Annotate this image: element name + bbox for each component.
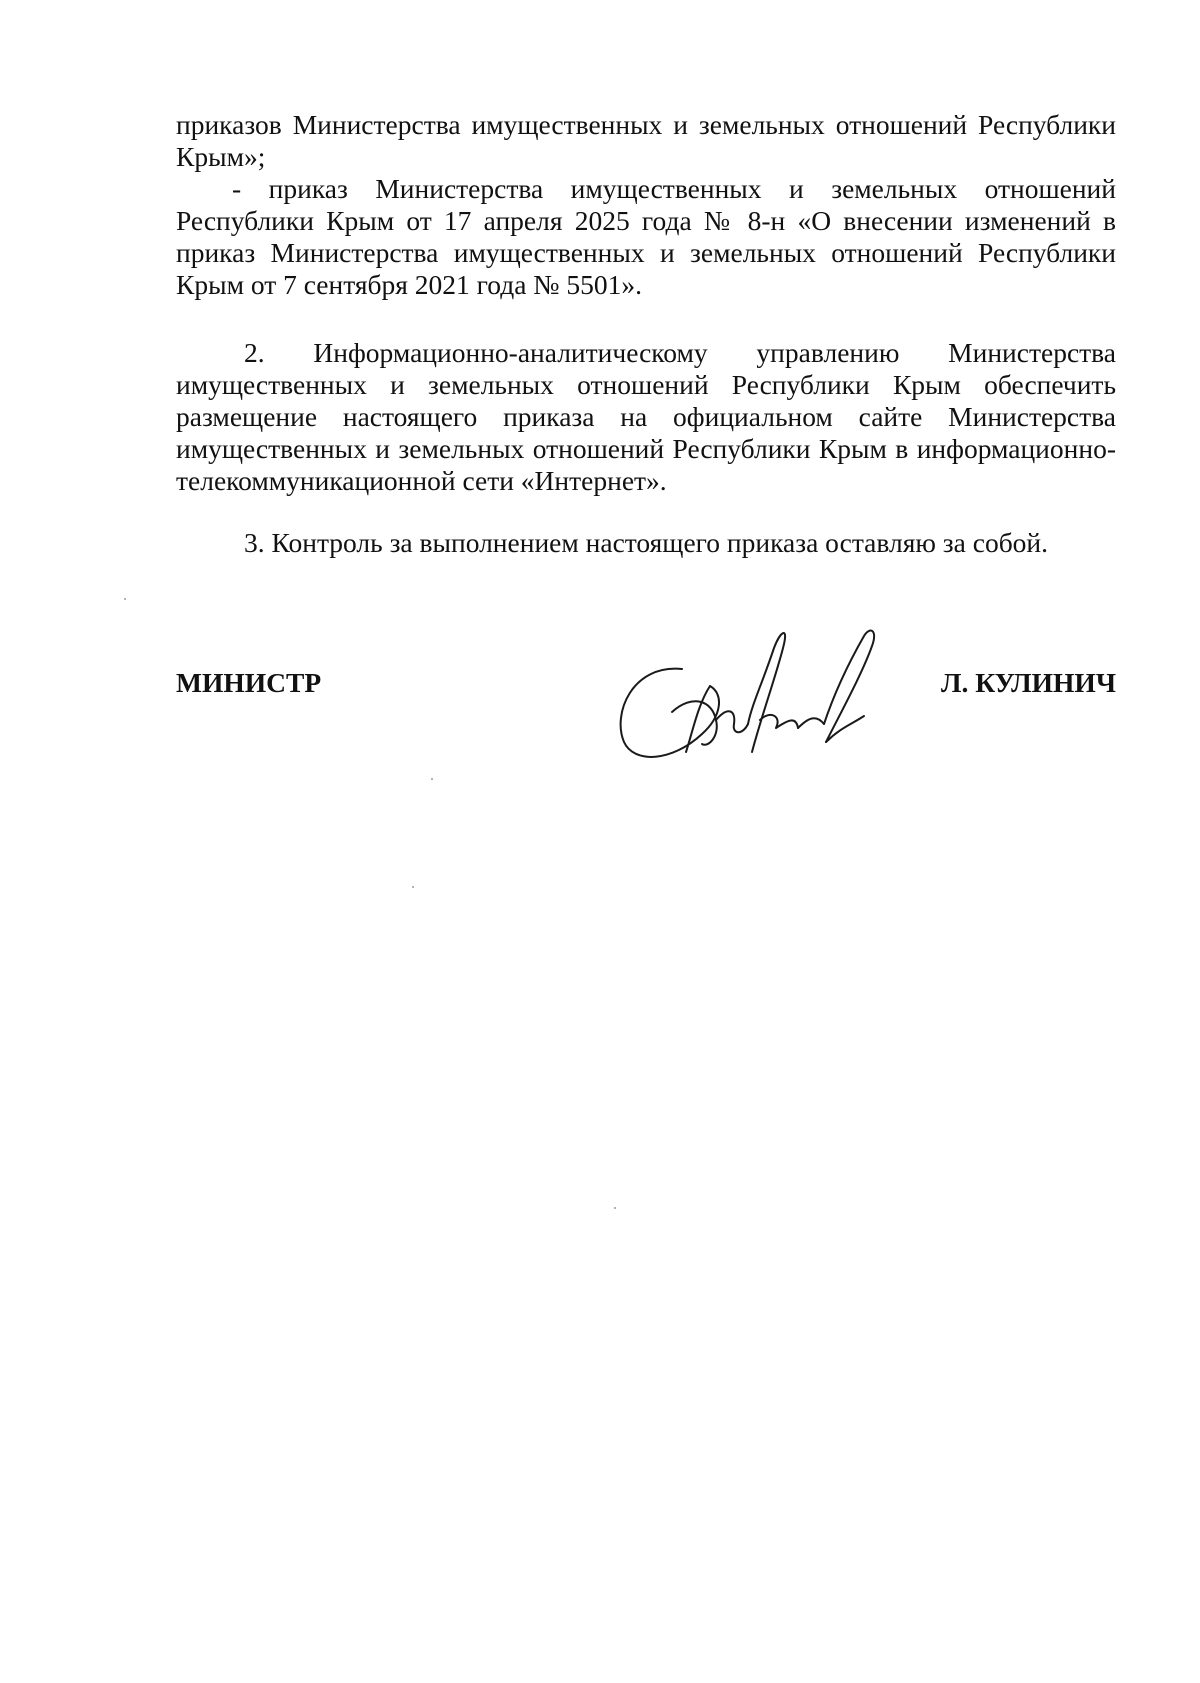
scan-speck <box>614 1207 616 1209</box>
body-text-item-2 <box>176 337 1116 497</box>
scan-speck <box>431 778 433 780</box>
paragraph-order-amendment: - приказ Министерства имущественных и земельных отношений Республики Крым от 17 апреля 2025 года № 8-н «О внесении изменений в приказ Министерства имущественных и земельных отношений Республики Крым от 7 сентября 2021 года № 5501». <box>176 173 1116 300</box>
handwritten-signature-icon <box>612 624 902 774</box>
paragraph-item-3: 3. Контроль за выполнением настоящего приказа оставляю за собой. <box>244 527 1049 558</box>
body-text-top <box>176 109 1116 301</box>
paragraph-item-2: 2. Информационно-аналитическому управлению Министерства имущественных и земельных отношений Республики Крым обеспечить размещение настоящего приказа на официальном сайте Министерства имущественных и земельных отношений Республики Крым в информационно-телекоммуникационной сети «Интернет». <box>176 337 1116 496</box>
body-text-item-3 <box>176 527 1116 559</box>
scan-speck <box>412 886 414 888</box>
paragraph-continuation: приказов Министерства имущественных и земельных отношений Республики Крым»; <box>176 109 1116 172</box>
signer-position: МИНИСТР <box>176 667 322 698</box>
scan-speck <box>124 598 126 600</box>
signer-name: Л. КУЛИНИЧ <box>940 667 1116 698</box>
